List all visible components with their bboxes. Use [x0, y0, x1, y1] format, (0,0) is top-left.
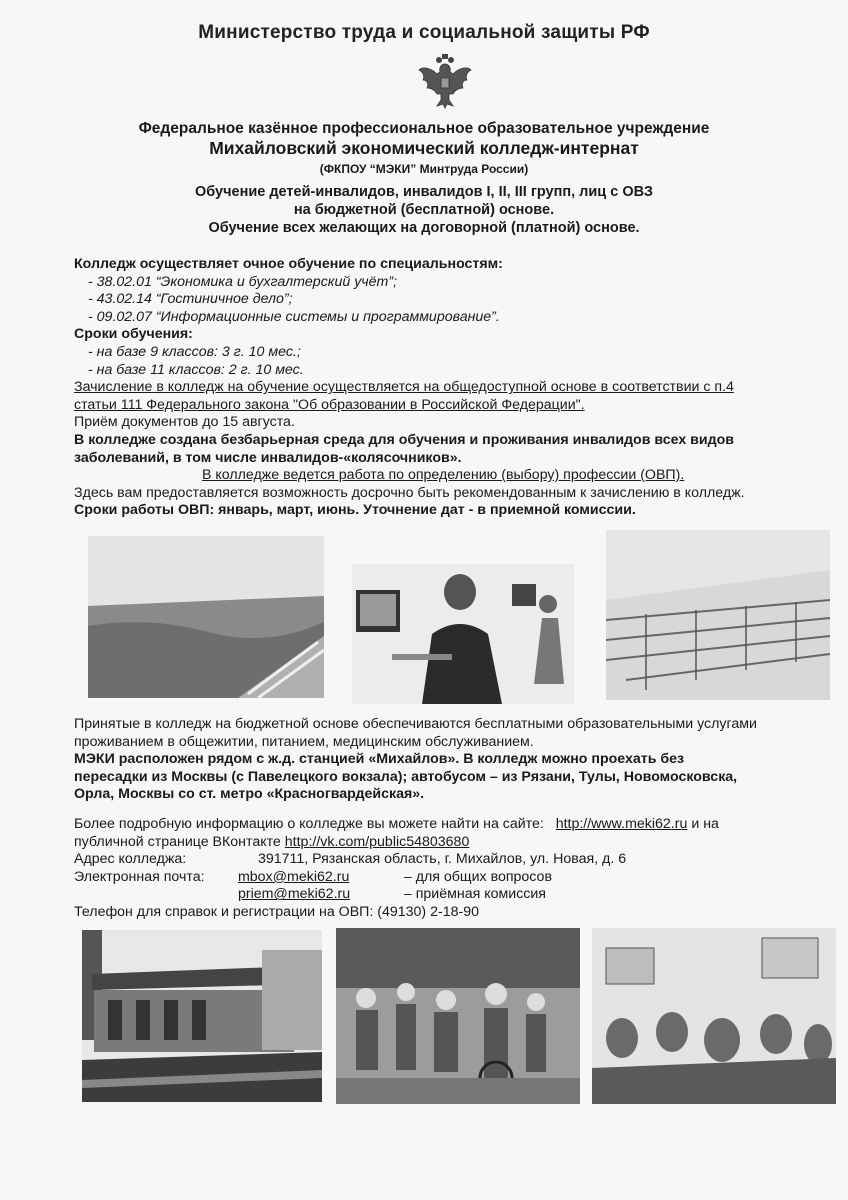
tagline-line-3: Обучение всех желающих на договорной (платной) основе. — [208, 220, 640, 236]
institution-abbreviation: (ФКПОУ “МЭКИ” Минтруда России) — [319, 162, 529, 176]
contacts-block — [74, 816, 719, 922]
tagline-line-1: Обучение детей-инвалидов, инвалидов I, II, III групп, лиц с ОВЗ — [194, 184, 653, 200]
ministry-title: Министерство труда и социальной защиты РФ — [198, 22, 650, 43]
main-info-block — [74, 256, 745, 520]
ovp-heading: В колледже ведется работа по определению (выбору) профессии (ОВП). — [202, 467, 685, 484]
benefits-line-2: проживанием в общежитии, питанием, медицинским обслуживанием. — [74, 733, 534, 750]
location-line-2: пересадки из Москвы (с Павелецкого вокзала); автобусом – из Рязани, Тулы, Новомосковска, — [74, 768, 738, 785]
ovp-description: Здесь вам предоставляется возможность досрочно быть рекомендованным к зачислению в колледж. — [74, 484, 745, 501]
vk-label: публичной странице ВКонтакте — [74, 833, 281, 850]
building-photo — [82, 930, 322, 1102]
address-line — [74, 851, 719, 869]
more-info-text: Более подробную информацию о колледже вы можете найти на сайте: — [74, 816, 544, 832]
double-headed-eagle-icon — [413, 50, 477, 114]
hall-photo — [606, 530, 830, 700]
email-label: Электронная почта: — [74, 868, 205, 885]
more-info-line — [74, 816, 719, 834]
address-value: 391711, Рязанская область, г. Михайлов, ул. Новая, д. 6 — [257, 851, 627, 868]
assembly-hall-photo — [592, 928, 836, 1104]
specialty-item: - 38.02.01 “Экономика и бухгалтерский учёт”; — [88, 273, 398, 290]
barrier-free-line-2: заболеваний, в том числе инвалидов-«колясочников». — [74, 449, 462, 466]
specialties-heading: Колледж осуществляет очное обучение по специальностям: — [74, 256, 503, 272]
email-general-note: – для общих вопросов — [403, 868, 552, 885]
documents-deadline: Приём документов до 15 августа. — [74, 414, 295, 431]
terms-heading: Сроки обучения: — [74, 326, 193, 343]
email-line-1 — [74, 869, 719, 887]
institution-name: Михайловский экономический колледж-интернат — [209, 138, 639, 158]
term-item: - на базе 9 классов: 3 г. 10 мес.; — [88, 343, 301, 360]
barrier-free-line-1: В колледже создана безбарьерная среда для обучения и проживания инвалидов всех видов — [74, 431, 735, 448]
address-label: Адрес колледжа: — [74, 851, 187, 868]
email-admission-note: – приёмная комиссия — [403, 886, 546, 903]
location-line-1: МЭКИ расположен рядом с ж.д. станцией «Михайлов». В колледж можно проехать без — [74, 751, 685, 768]
location-line-3: Орла, Москвы со ст. метро «Красногвардейская». — [74, 786, 425, 803]
email-line-2 — [74, 886, 719, 904]
benefits-line-1: Принятые в колледж на бюджетной основе обеспечиваются бесплатными образовательными услугами — [74, 716, 757, 732]
and-on-text: и на — [691, 816, 719, 832]
tagline-line-2: на бюджетной (бесплатной) основе. — [293, 202, 555, 218]
benefits-block — [74, 716, 757, 804]
email-admission-link[interactable]: priem@meki62.ru — [237, 886, 351, 903]
website-link[interactable]: http://www.meki62.ru — [555, 816, 688, 832]
vk-link[interactable]: http://vk.com/public54803680 — [284, 833, 470, 850]
term-item: - на базе 11 классов: 2 г. 10 мес. — [88, 361, 304, 378]
email-general-link[interactable]: mbox@meki62.ru — [237, 868, 350, 885]
computer-class-photo — [352, 564, 574, 704]
enrollment-line-2: статьи 111 Федерального закона "Об образовании в Российской Федерации". — [74, 396, 585, 413]
pool-photo — [88, 536, 324, 698]
enrollment-line-1: Зачисление в колледж на обучение осуществляется на общедоступной основе в соответствии с п.4 — [74, 379, 734, 396]
specialty-item: - 09.02.07 “Информационные системы и программирование”. — [88, 308, 500, 325]
specialty-item: - 43.02.14 “Гостиничное дело”; — [88, 291, 293, 308]
institution-type: Федеральное казённое профессиональное образовательное учреждение — [138, 120, 710, 137]
phone-line: Телефон для справок и регистрации на ОВП: (49130) 2-18-90 — [74, 903, 479, 920]
vk-line — [74, 834, 719, 852]
ovp-schedule: Сроки работы ОВП: январь, март, июнь. Уточнение дат - в приемной комиссии. — [74, 502, 636, 519]
students-photo — [336, 928, 580, 1104]
